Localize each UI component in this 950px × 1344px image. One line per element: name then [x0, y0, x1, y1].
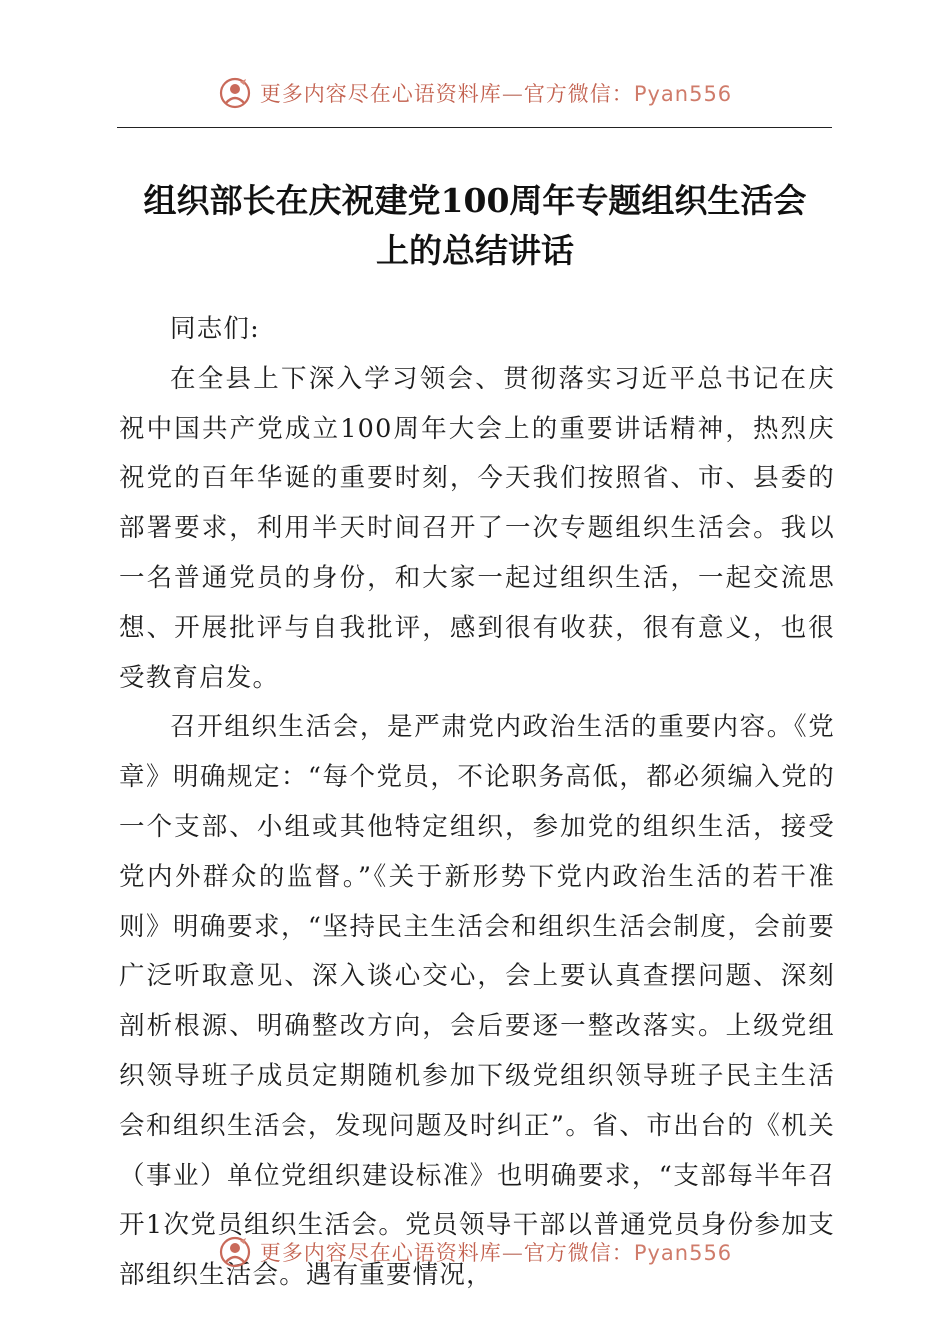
- watermark-slogan: 更多内容尽在心语资料库: [259, 1241, 502, 1265]
- watermark-text: [260, 1237, 732, 1267]
- header-watermark: [0, 73, 950, 113]
- watermark-official-label: 官方微信：: [523, 1241, 634, 1265]
- watermark-separator: —: [501, 82, 524, 106]
- mascot-logo-icon: [218, 76, 252, 110]
- title-line-2: 上的总结讲话: [376, 231, 574, 270]
- document-body: [119, 305, 835, 1301]
- header-divider: [117, 127, 832, 128]
- document-title: [110, 176, 840, 276]
- footer-watermark: [0, 1232, 950, 1272]
- watermark-wechat-id: Pyan556: [633, 1241, 733, 1265]
- watermark-separator: —: [501, 1241, 524, 1265]
- watermark-slogan: 更多内容尽在心语资料库: [259, 82, 502, 106]
- salutation: 同志们:: [170, 314, 260, 344]
- paragraph-2: 召开组织生活会，是严肃党内政治生活的重要内容。《党章》明确规定：“每个党员，不论职务高低，都必须编入党的一个支部、小组或其他特定组织，参加党的组织生活，接受党内外群众的监督。”《关于新形势下党内政治生活的若干准则》明确要求，“坚持民主生活会和组织生活会制度，会前要广泛听取意见、深入谈心交心，会上要认真查摆问题、深刻剖析根源、明确整改方向，会后要逐一整改落实。上级党组织领导班子成员定期随机参加下级党组织领导班子民主生活会和组织生活会，发现问题及时纠正”。省、市出台的《机关（事业）单位党组织建设标准》也明确要求，“支部每半年召开1次党员组织生活会。党员领导干部以普通党员身份参加支部组织生活会。遇有重要情况，: [119, 712, 835, 1291]
- watermark-text: [260, 78, 732, 108]
- watermark-wechat-id: Pyan556: [633, 82, 733, 106]
- mascot-logo-icon: [218, 1235, 252, 1269]
- paragraph-1: 在全县上下深入学习领会、贯彻落实习近平总书记在庆祝中国共产党成立100周年大会上的重要讲话精神，热烈庆祝党的百年华诞的重要时刻，今天我们按照省、市、县委的部署要求，利用半天时间召开了一次专题组织生活会。我以一名普通党员的身份，和大家一起过组织生活，一起交流思想、开展批评与自我批评，感到很有收获，很有意义，也很受教育启发。: [119, 363, 835, 693]
- title-line-1: 组织部长在庆祝建党100周年专题组织生活会: [143, 181, 807, 220]
- watermark-official-label: 官方微信：: [523, 82, 634, 106]
